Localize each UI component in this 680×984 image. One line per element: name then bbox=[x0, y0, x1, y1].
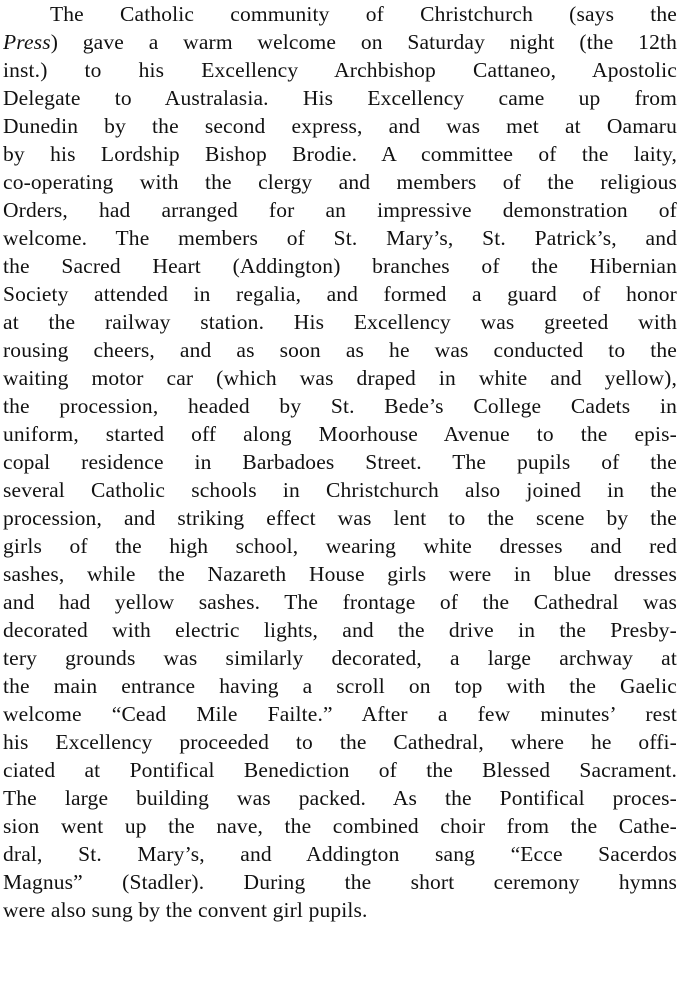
text-line: waiting motor car (which was draped in white and yellow), bbox=[3, 366, 677, 390]
text-line bbox=[3, 28, 677, 56]
press-title: Press bbox=[3, 30, 51, 54]
text-line: sion went up the nave, the combined choir from the Cathe- bbox=[3, 814, 677, 838]
text-line: Delegate to Australasia. His Excellency came up from bbox=[3, 86, 677, 110]
text-line: the procession, headed by St. Bede’s College Cadets in bbox=[3, 394, 677, 418]
text-line: inst.) to his Excellency Archbishop Cattaneo, Apostolic bbox=[3, 58, 677, 82]
text-line: Magnus” (Stadler). During the short ceremony hymns bbox=[3, 870, 677, 894]
text-line: girls of the high school, wearing white dresses and red bbox=[3, 534, 677, 558]
text-line-continuation: ) gave a warm welcome on Saturday night (the 12th bbox=[50, 30, 677, 54]
text-line: were also sung by the convent girl pupils. bbox=[3, 898, 368, 922]
text-line: co-operating with the clergy and members of the religious bbox=[3, 170, 677, 194]
text-line: several Catholic schools in Christchurch also joined in the bbox=[3, 478, 677, 502]
text-line: decorated with electric lights, and the drive in the Presby- bbox=[3, 618, 677, 642]
text-line: welcome. The members of St. Mary’s, St. Patrick’s, and bbox=[3, 226, 677, 250]
text-line: and had yellow sashes. The frontage of the Cathedral was bbox=[3, 590, 677, 614]
text-line: welcome “Cead Mile Failte.” After a few minutes’ rest bbox=[3, 702, 677, 726]
text-line: The large building was packed. As the Pontifical proces- bbox=[3, 786, 677, 810]
text-line: tery grounds was similarly decorated, a large archway at bbox=[3, 646, 677, 670]
text-line: at the railway station. His Excellency was greeted with bbox=[3, 310, 677, 334]
text-line: procession, and striking effect was lent to the scene by the bbox=[3, 506, 677, 530]
text-line: copal residence in Barbadoes Street. The pupils of the bbox=[3, 450, 677, 474]
text-line: dral, St. Mary’s, and Addington sang “Ecce Sacerdos bbox=[3, 842, 677, 866]
text-line: ciated at Pontifical Benediction of the Blessed Sacrament. bbox=[3, 758, 677, 782]
text-line: sashes, while the Nazareth House girls were in blue dresses bbox=[3, 562, 677, 586]
text-line: Society attended in regalia, and formed a guard of honor bbox=[3, 282, 677, 306]
text-line: Dunedin by the second express, and was met at Oamaru bbox=[3, 114, 677, 138]
text-line: the Sacred Heart (Addington) branches of the Hibernian bbox=[3, 254, 677, 278]
text-line: Orders, had arranged for an impressive demonstration of bbox=[3, 198, 677, 222]
text-line: his Excellency proceeded to the Cathedral, where he offi- bbox=[3, 730, 677, 754]
text-line: by his Lordship Bishop Brodie. A committee of the laity, bbox=[3, 142, 677, 166]
text-line: uniform, started off along Moorhouse Avenue to the epis- bbox=[3, 422, 677, 446]
text-line: rousing cheers, and as soon as he was conducted to the bbox=[3, 338, 677, 362]
text-line: The Catholic community of Christchurch (says the bbox=[50, 2, 677, 26]
text-line: the main entrance having a scroll on top with the Gaelic bbox=[3, 674, 677, 698]
